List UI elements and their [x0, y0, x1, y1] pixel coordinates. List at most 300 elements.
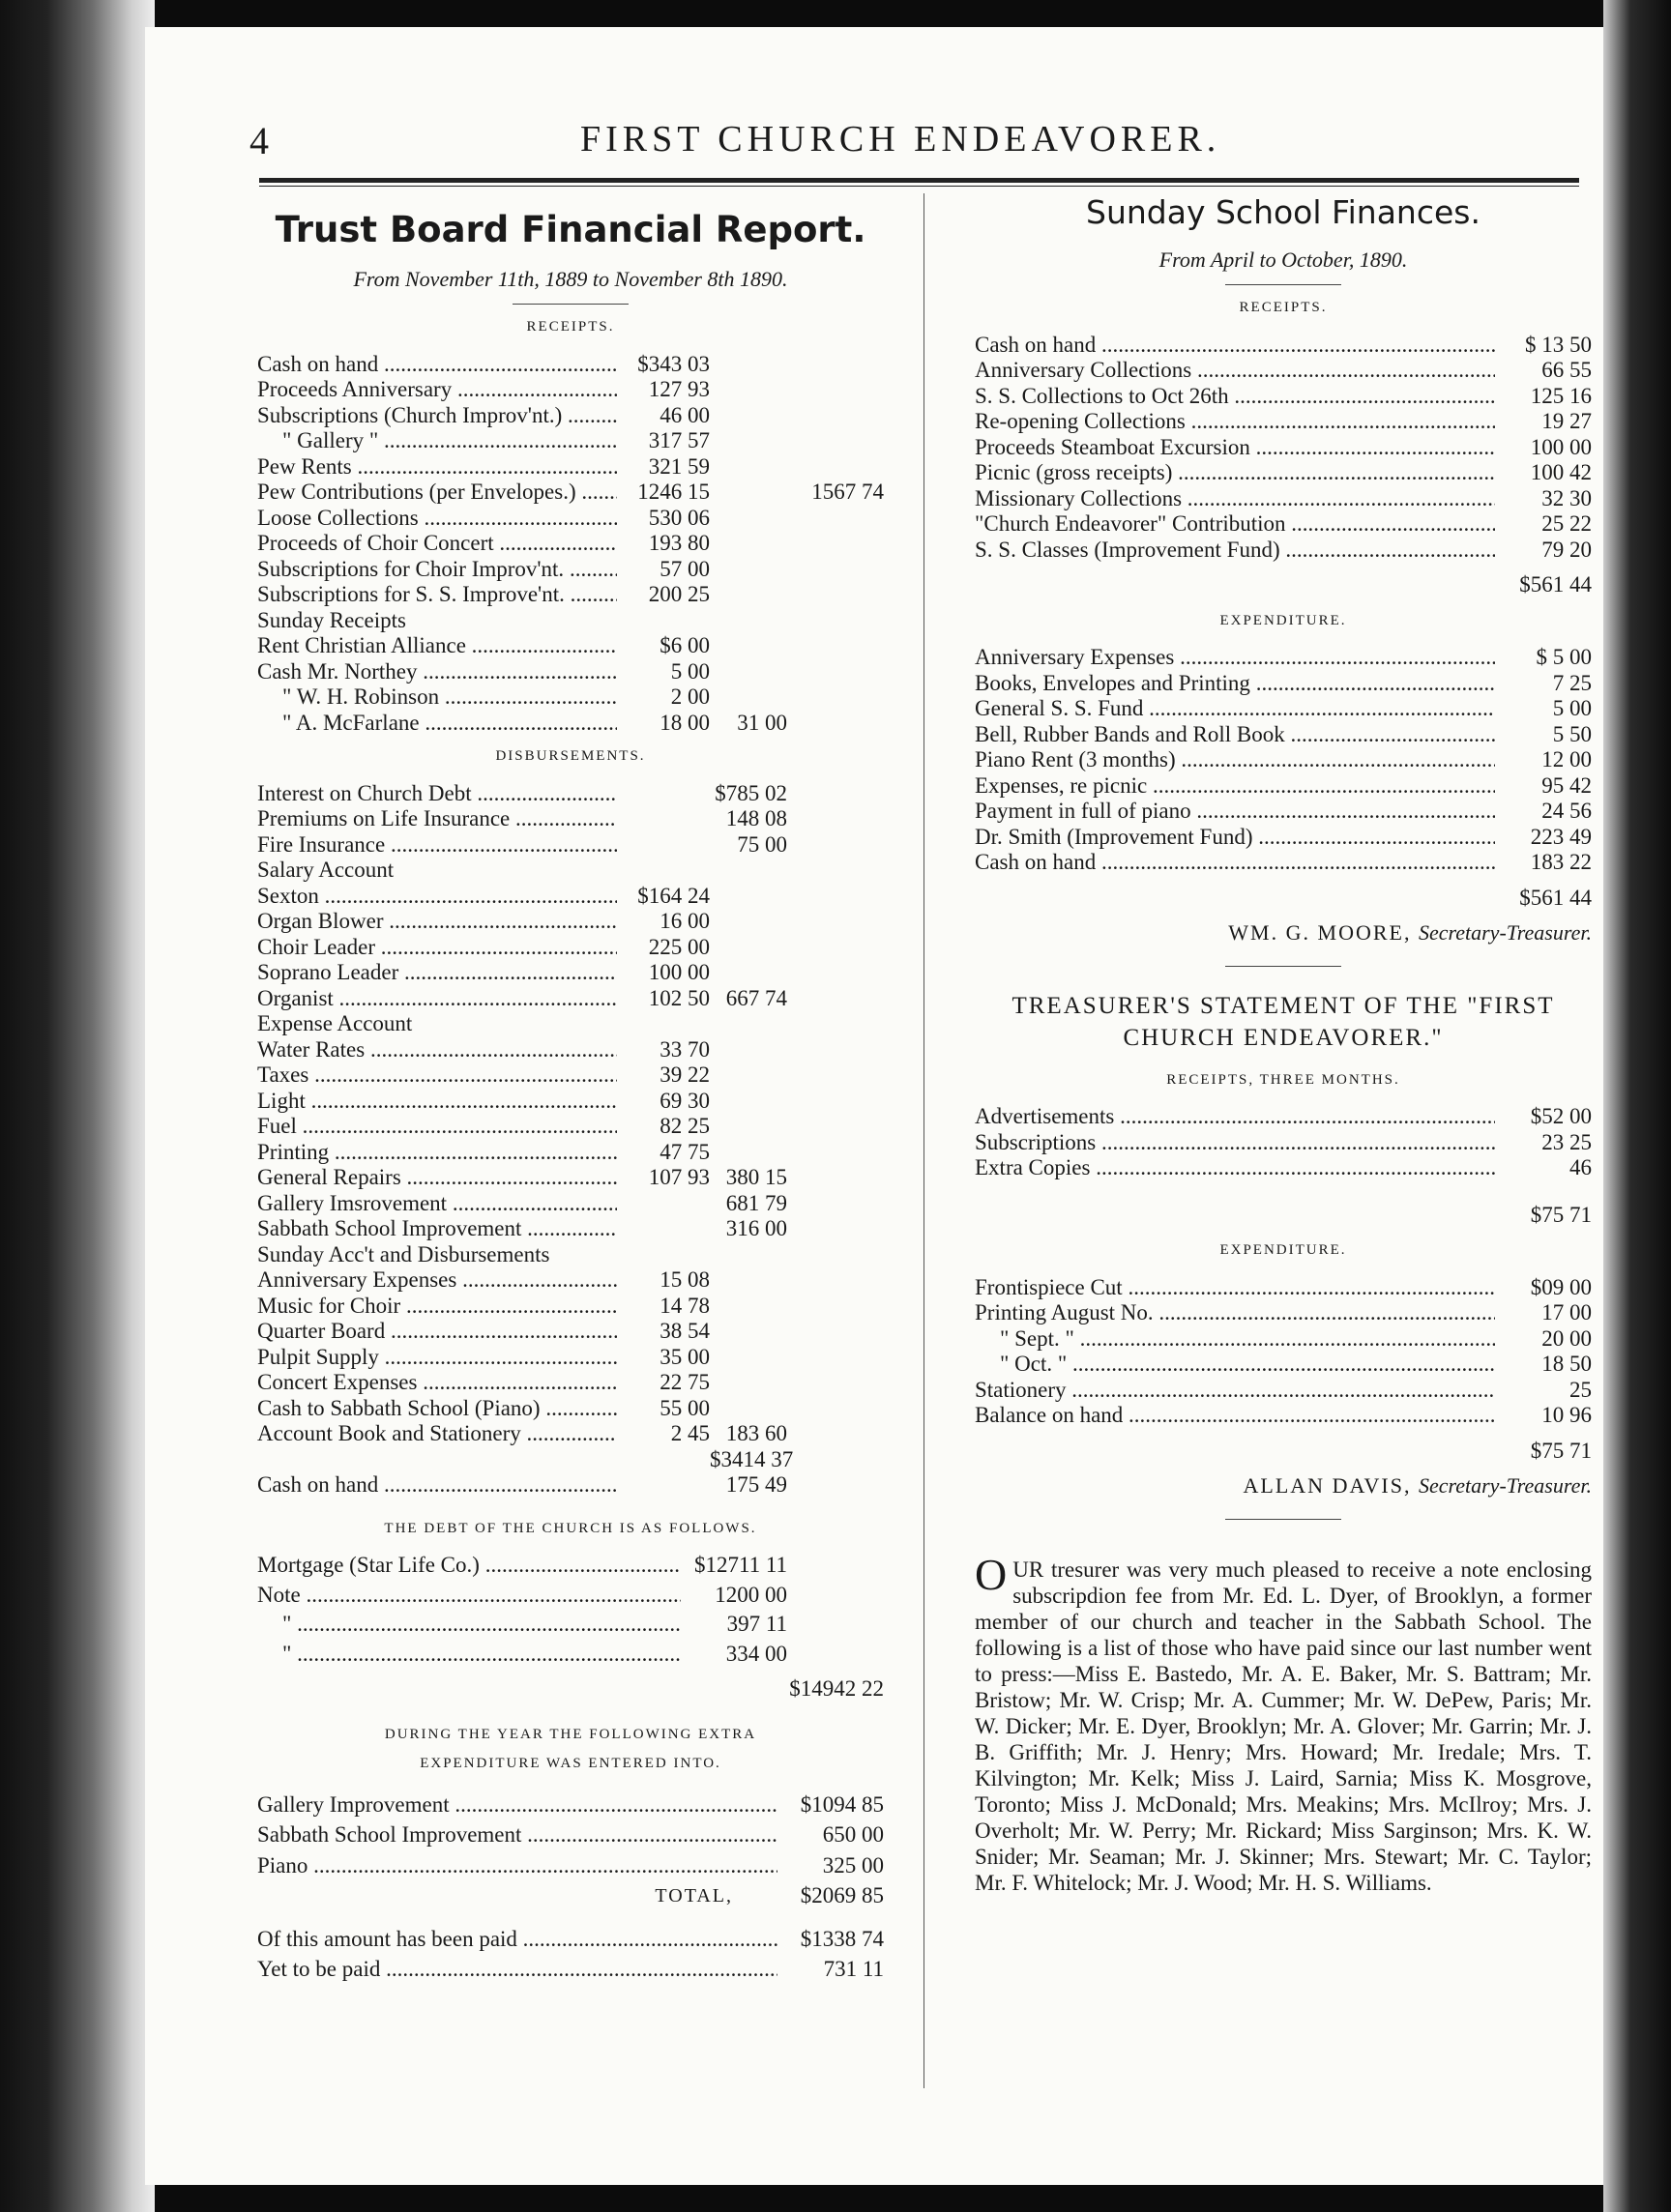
ledger-label: Bell, Rubber Bands and Roll Book ..... — [975, 722, 1495, 748]
ledger-label: Anniversary Expenses ..... — [975, 645, 1495, 671]
ledger-label: Subscriptions for S. S. Improve'nt. ..... — [257, 582, 617, 608]
ledger-amount: 23 25 — [1541, 1129, 1592, 1154]
ledger-subtotal — [710, 428, 787, 454]
ledger-amount: 57 00 — [660, 556, 710, 581]
ledger-label: Yet to be paid ..... — [257, 1957, 777, 1983]
ledger-total — [787, 1011, 884, 1037]
extra-heading-1: DURING THE YEAR THE FOLLOWING EXTRA — [384, 1726, 757, 1742]
ledger-subtotal: 75 00 — [737, 831, 787, 857]
subscribers-text: UR tresurer was very much pleased to receive a note enclosing subscripdion fee from Mr. Ed. L. Dyer, of Brooklyn, a former member of our church and teacher in the Sabbath School. The following is a list of those who have paid since our last number went to press:—Miss E. Bastedo, Mr. A. E. Baker, Mr. S. Battram; Mr. Bristow; Mr. W. Crisp; Mr. A. Cummer; Mr. W. DePew, Paris; Mr. W. Dicker; Mr. E. Dyer, Brooklyn; Mr. A. Glover; Mr. Garrin; Mr. J. B. Griffith; Mr. J. Henry; Mrs. Howard; Mr. Iredale; Mrs. T. Kilvington; Mr. Kelk; Miss J. Laird, Sarnia; Miss K. Mosgrove, Toronto; Miss J. McDonald; Mrs. Meakins; Mrs. McIlroy; Mrs. J. Overholt; Mr. W. Perry; Mr. Rickard; Miss Sarginson; Mrs. K. W. Snider; Mr. Seaman; Mr. J. Skinner; Mrs. Stewart; Mr. C. Taylor; Mr. F. Whitelock; Mr. J. Wood; Mr. H. S. Williams. — [975, 1557, 1592, 1895]
signature-moore-name: WM. G. MOORE, — [1228, 920, 1412, 945]
ss-receipts-heading: RECEIPTS. — [1239, 300, 1328, 315]
ledger-subtotal — [710, 1319, 787, 1345]
ledger-row — [975, 850, 1592, 876]
ledger-row — [975, 409, 1592, 435]
ledger-label: General Repairs ..... — [257, 1165, 617, 1191]
ledger-subtotal — [710, 352, 787, 378]
ledger-total — [787, 506, 884, 532]
ledger-row — [257, 1267, 884, 1294]
ledger-amount: $ 5 00 — [1536, 645, 1592, 669]
ledger-label: S. S. Classes (Improvement Fund) ..... — [975, 538, 1495, 564]
ledger-label: Cash on hand ..... — [975, 850, 1495, 876]
ledger-row — [257, 428, 884, 454]
ledger-label: Re-opening Collections ..... — [975, 409, 1495, 435]
ledger-label: Cash on hand ..... — [975, 333, 1495, 359]
receipts-three-months-heading: RECEIPTS, THREE MONTHS. — [1166, 1071, 1400, 1088]
ledger-row — [257, 608, 884, 634]
ledger-amount: 55 00 — [660, 1395, 710, 1420]
ledger-amount: 69 30 — [660, 1088, 710, 1113]
ledger-row — [257, 1191, 884, 1217]
ledger-label: Proceeds Anniversary ..... — [257, 377, 617, 403]
ss-expenditure-total: $561 44 — [1519, 885, 1592, 910]
extra-total-label: TOTAL, — [655, 1885, 733, 1906]
ledger-row — [257, 1345, 884, 1371]
ledger-amount: 16 00 — [660, 909, 710, 933]
receipts-three-months-list — [975, 1104, 1592, 1181]
ledger-subtotal — [710, 1370, 787, 1396]
endeavorer-expenditure-heading: EXPENDITURE. — [1219, 1242, 1347, 1258]
ledger-amount: 18 50 — [1541, 1352, 1592, 1376]
ledger-subtotal — [710, 506, 787, 532]
ledger-total — [787, 1165, 884, 1191]
ledger-amount: 100 00 — [648, 960, 710, 984]
ledger-row — [257, 711, 884, 737]
ledger-label: Printing ..... — [257, 1140, 617, 1166]
paid-list — [257, 1927, 884, 1983]
ledger-label: Anniversary Collections ..... — [975, 358, 1495, 384]
ledger-label: Proceeds Steamboat Excursion ..... — [975, 435, 1495, 461]
ledger-amount: 321 59 — [648, 453, 710, 479]
ss-receipts-total: $561 44 — [1519, 572, 1592, 597]
ledger-row — [257, 781, 884, 807]
debt-row — [257, 1642, 884, 1668]
ledger-total — [787, 1447, 884, 1473]
ledger-label: Printing August No. ..... — [975, 1300, 1495, 1326]
ledger-subtotal: $785 02 — [715, 780, 787, 805]
ledger-row — [257, 1447, 884, 1473]
ledger-row — [257, 1294, 884, 1320]
ledger-amount: 12 00 — [1541, 747, 1592, 771]
ledger-row — [257, 377, 884, 403]
extra-total-row — [257, 1883, 884, 1909]
debt-heading: THE DEBT OF THE CHURCH IS AS FOLLOWS. — [384, 1520, 757, 1536]
ledger-total — [787, 1114, 884, 1140]
ledger-label: Subscriptions ..... — [975, 1130, 1495, 1156]
ledger-subtotal: 380 15 — [725, 1165, 787, 1189]
ledger-total — [787, 711, 884, 737]
ledger-amount: 25 — [1569, 1377, 1592, 1402]
ledger-amount: 22 75 — [660, 1370, 710, 1394]
ledger-row — [975, 486, 1592, 512]
ledger-amount: 7 25 — [1552, 670, 1592, 695]
endeavorer-expenditure-list — [975, 1275, 1592, 1429]
ledger-amount: 193 80 — [648, 531, 710, 555]
ledger-row — [257, 1927, 884, 1953]
section-rule — [1225, 966, 1341, 967]
endeavorer-expenditure-total: $75 71 — [1530, 1438, 1592, 1463]
ledger-row — [257, 1165, 884, 1191]
ledger-row — [257, 1957, 884, 1983]
ledger-total — [787, 428, 884, 454]
ledger-row — [257, 832, 884, 859]
debt-label: Mortgage (Star Life Co.) ..... — [257, 1553, 681, 1579]
signature-davis-title: Secretary-Treasurer. — [1418, 1473, 1592, 1498]
ledger-total — [787, 684, 884, 711]
ledger-subtotal — [710, 582, 787, 608]
ledger-subtotal — [710, 659, 787, 685]
ledger-row — [257, 1319, 884, 1345]
ledger-amount: 107 93 — [648, 1165, 710, 1189]
header-rule-thin — [259, 186, 1579, 187]
ledger-subtotal — [710, 1089, 787, 1115]
ledger-row — [257, 1140, 884, 1166]
ledger-row — [975, 1403, 1592, 1429]
column-divider — [923, 193, 924, 2088]
ledger-total — [787, 582, 884, 608]
treasurer-heading — [975, 990, 1592, 1054]
ledger-subtotal — [710, 1114, 787, 1140]
sunday-school-finances — [975, 193, 1592, 1896]
ledger-amount: 47 75 — [660, 1139, 710, 1164]
ledger-row — [257, 1037, 884, 1063]
ledger-total — [787, 1140, 884, 1166]
ledger-amount: $164 24 — [637, 883, 710, 908]
ledger-label: Salary Account — [257, 858, 395, 882]
ledger-subtotal — [710, 884, 787, 910]
ledger-amount: 183 22 — [1530, 850, 1592, 874]
ledger-amount: 20 00 — [1541, 1325, 1592, 1351]
ledger-label: Fire Insurance ..... — [257, 832, 617, 859]
ledger-amount — [617, 1191, 710, 1217]
ledger-label: Fuel ..... — [257, 1114, 617, 1140]
ledger-row — [257, 1089, 884, 1115]
ledger-row — [257, 1011, 884, 1037]
ledger-row — [257, 909, 884, 935]
ledger-label: Cash to Sabbath School (Piano) ..... — [257, 1396, 617, 1422]
ledger-row — [257, 1792, 884, 1819]
ledger-label: Loose Collections ..... — [257, 506, 617, 532]
ledger-subtotal — [710, 377, 787, 403]
ledger-row — [975, 645, 1592, 671]
ledger-subtotal — [710, 531, 787, 557]
ledger-amount — [617, 806, 710, 832]
extra-heading-2: EXPENDITURE WAS ENTERED INTO. — [420, 1756, 721, 1771]
ledger-total — [787, 909, 884, 935]
ledger-row — [975, 747, 1592, 773]
treasurer-heading-line-2: CHURCH ENDEAVORER." — [1123, 1024, 1444, 1051]
debt-label: Note ..... — [257, 1583, 681, 1609]
ledger-subtotal — [710, 1294, 787, 1320]
ledger-amount: 79 20 — [1541, 537, 1592, 562]
ledger-label: Choir Leader ..... — [257, 935, 617, 961]
ledger-label: Organist ..... — [257, 986, 617, 1012]
ledger-total — [787, 858, 884, 884]
ledger-label: Extra Copies ..... — [975, 1155, 1495, 1181]
ledger-row — [975, 358, 1592, 384]
ledger-subtotal — [710, 1037, 787, 1063]
ledger-row — [975, 1326, 1592, 1353]
ledger-row — [975, 1275, 1592, 1301]
ledger-subtotal: 316 00 — [725, 1216, 787, 1240]
book-spine — [0, 0, 155, 2212]
ledger-total — [787, 781, 884, 807]
ledger-amount: 19 27 — [1541, 409, 1592, 433]
ledger-total — [787, 832, 884, 859]
ledger-amount: 102 50 — [648, 985, 710, 1010]
ledger-amount: 100 00 — [1530, 434, 1592, 459]
ledger-total — [787, 608, 884, 634]
debt-spacer — [787, 1553, 884, 1579]
ledger-total — [787, 1370, 884, 1396]
ledger-subtotal: 681 79 — [725, 1190, 787, 1215]
ledger-amount: 1246 15 — [637, 480, 710, 504]
ledger-subtotal: 183 60 — [725, 1421, 787, 1445]
ledger-label: Expenses, re picnic ..... — [975, 773, 1495, 800]
ledger-total — [787, 1421, 884, 1447]
ledger-amount — [617, 1242, 710, 1268]
ledger-row — [975, 460, 1592, 486]
ledger-amount: 17 00 — [1541, 1300, 1592, 1324]
ledger-total — [787, 1037, 884, 1063]
ledger-row — [975, 435, 1592, 461]
ledger-subtotal — [710, 480, 787, 506]
receipts-three-months-total: $75 71 — [1530, 1202, 1592, 1227]
debt-amount: $12711 11 — [693, 1553, 787, 1577]
ledger-amount: 15 08 — [660, 1267, 710, 1292]
ledger-row — [257, 986, 884, 1012]
ledger-label: " Sept. " ..... — [975, 1326, 1495, 1353]
ledger-amount: 46 — [1569, 1155, 1592, 1179]
debt-spacer — [787, 1612, 884, 1638]
ledger-row — [975, 1352, 1592, 1378]
ledger-row — [975, 773, 1592, 800]
ledger-amount: 2 00 — [670, 684, 710, 709]
ledger-amount: $52 00 — [1530, 1104, 1592, 1128]
section-rule — [1225, 284, 1341, 285]
treasurer-heading-line-1: TREASURER'S STATEMENT OF THE "FIRST — [1011, 992, 1555, 1019]
ledger-amount: 38 54 — [660, 1319, 710, 1343]
ledger-label — [257, 1447, 617, 1473]
ledger-subtotal — [710, 608, 787, 634]
ledger-amount: 14 78 — [660, 1293, 710, 1318]
ledger-total — [787, 377, 884, 403]
ledger-label: " Oct. " ..... — [975, 1352, 1495, 1378]
debt-amount: 334 00 — [725, 1641, 787, 1666]
ledger-amount: 2 45 — [670, 1421, 710, 1445]
page-number: 4 — [249, 119, 269, 162]
ledger-subtotal — [710, 1396, 787, 1422]
ledger-subtotal: 667 74 — [725, 985, 787, 1010]
signature-davis-name: ALLAN DAVIS, — [1243, 1473, 1412, 1498]
ledger-amount: 650 00 — [822, 1822, 884, 1847]
ledger-subtotal — [710, 1345, 787, 1371]
facing-page-edge — [1603, 0, 1671, 2212]
ledger-amount: 39 22 — [660, 1062, 710, 1087]
ledger-label: Stationery ..... — [975, 1378, 1495, 1404]
ledger-row — [257, 1822, 884, 1848]
ledger-label: Pew Contributions (per Envelopes.) ..... — [257, 480, 617, 506]
ledger-amount: 35 00 — [660, 1344, 710, 1369]
ledger-row — [257, 633, 884, 659]
ledger-amount — [617, 781, 710, 807]
ledger-row — [257, 1242, 884, 1268]
ledger-label: Balance on hand ..... — [975, 1403, 1495, 1429]
ledger-label: Interest on Church Debt ..... — [257, 781, 617, 807]
ledger-row — [257, 403, 884, 429]
debt-row — [257, 1553, 884, 1579]
extra-total-value: $2069 85 — [800, 1883, 884, 1907]
ledger-subtotal — [710, 960, 787, 986]
header-rule — [259, 178, 1579, 183]
ss-expenditure-heading: EXPENDITURE. — [1219, 612, 1347, 628]
ledger-amount: 325 00 — [822, 1852, 884, 1877]
ledger-label: Dr. Smith (Improvement Fund) ..... — [975, 825, 1495, 851]
ledger-row — [257, 1216, 884, 1242]
disbursements-heading: DISBURSEMENTS. — [495, 748, 646, 764]
ledger-label: "Church Endeavorer" Contribution ..... — [975, 511, 1495, 538]
debt-spacer — [787, 1583, 884, 1609]
ledger-row — [257, 1370, 884, 1396]
ledger-amount: 100 42 — [1530, 460, 1592, 484]
ledger-amount: 24 56 — [1541, 799, 1592, 823]
ledger-amount — [617, 858, 710, 884]
ledger-subtotal — [710, 1242, 787, 1268]
ledger-row — [257, 1062, 884, 1089]
ledger-amount — [617, 1447, 710, 1473]
ledger-total — [787, 659, 884, 685]
ledger-label: Proceeds of Choir Concert ..... — [257, 531, 617, 557]
ledger-total — [787, 1294, 884, 1320]
ledger-label: Picnic (gross receipts) ..... — [975, 460, 1495, 486]
ledger-label: Rent Christian Alliance ..... — [257, 633, 617, 659]
ledger-row — [257, 1472, 884, 1499]
debt-spacer — [787, 1642, 884, 1668]
debt-amount: 397 11 — [726, 1612, 787, 1636]
ledger-row — [975, 333, 1592, 359]
ledger-label: Sexton ..... — [257, 884, 617, 910]
debt-label: " ..... — [257, 1612, 681, 1638]
section-rule — [1225, 1519, 1341, 1520]
ledger-amount: 200 25 — [648, 582, 710, 606]
ledger-total — [787, 1089, 884, 1115]
ledger-row — [975, 722, 1592, 748]
ledger-label: Pew Rents ..... — [257, 454, 617, 480]
ledger-label: Piano ..... — [257, 1853, 777, 1879]
ledger-row — [257, 582, 884, 608]
ledger-label: Concert Expenses ..... — [257, 1370, 617, 1396]
ledger-label: Missionary Collections ..... — [975, 486, 1495, 512]
ledger-row — [975, 511, 1592, 538]
ledger-row — [257, 352, 884, 378]
ledger-total — [787, 1345, 884, 1371]
ledger-row — [975, 1104, 1592, 1130]
ledger-subtotal: 148 08 — [725, 806, 787, 830]
ledger-row — [257, 557, 884, 583]
ledger-subtotal — [710, 858, 787, 884]
ledger-label: Subscriptions (Church Improv'nt.) ..... — [257, 403, 617, 429]
ledger-label: S. S. Collections to Oct 26th ..... — [975, 384, 1495, 410]
ledger-total — [787, 884, 884, 910]
ledger-total — [787, 1191, 884, 1217]
ledger-total — [787, 352, 884, 378]
ledger-row — [257, 1421, 884, 1447]
ledger-subtotal — [710, 1267, 787, 1294]
debt-total: $14942 22 — [789, 1676, 884, 1701]
ledger-row — [257, 806, 884, 832]
ledger-amount: $1338 74 — [800, 1926, 884, 1951]
ledger-label: Sunday Receipts — [257, 607, 406, 632]
drop-cap: O — [975, 1549, 1008, 1599]
ledger-amount: $1094 85 — [800, 1791, 884, 1817]
ledger-label: Payment in full of piano ..... — [975, 799, 1495, 825]
ledger-label: Anniversary Expenses ..... — [257, 1267, 617, 1294]
ledger-label: Water Rates ..... — [257, 1037, 617, 1063]
ledger-subtotal — [710, 909, 787, 935]
ledger-label: General S. S. Fund ..... — [975, 696, 1495, 722]
ledger-total — [787, 454, 884, 480]
receipts-list — [257, 352, 884, 737]
ledger-row — [257, 531, 884, 557]
ledger-total — [787, 1242, 884, 1268]
ledger-label: Taxes ..... — [257, 1062, 617, 1089]
ledger-amount — [617, 832, 710, 859]
ledger-total — [787, 960, 884, 986]
ledger-amount: 223 49 — [1530, 824, 1592, 849]
ledger-subtotal — [710, 935, 787, 961]
ledger-label: Piano Rent (3 months) ..... — [975, 747, 1495, 773]
ledger-label: Expense Account — [257, 1011, 413, 1035]
ledger-label: Sunday Acc't and Disbursements — [257, 1241, 550, 1266]
ledger-amount: 32 30 — [1541, 485, 1592, 510]
ledger-total — [787, 1267, 884, 1294]
ledger-row — [257, 884, 884, 910]
ledger-row — [257, 684, 884, 711]
ledger-row — [975, 538, 1592, 564]
ledger-subtotal — [710, 684, 787, 711]
debt-label: " ..... — [257, 1642, 681, 1668]
ledger-subtotal — [710, 557, 787, 583]
ledger-amount: 33 70 — [660, 1036, 710, 1062]
ledger-row — [975, 799, 1592, 825]
ledger-amount: 5 00 — [670, 658, 710, 684]
disbursements-list — [257, 781, 884, 1499]
ledger-amount: 225 00 — [648, 934, 710, 959]
ledger-row — [257, 659, 884, 685]
ledger-label: Quarter Board ..... — [257, 1319, 617, 1345]
sunday-school-date-range: From April to October, 1890. — [1158, 247, 1408, 272]
ledger-row — [975, 825, 1592, 851]
signature-davis — [975, 1473, 1592, 1499]
ledger-row — [257, 960, 884, 986]
ledger-amount — [617, 1216, 710, 1242]
signature-moore — [975, 920, 1592, 946]
ledger-total — [787, 1216, 884, 1242]
ledger-label: Soprano Leader ..... — [257, 960, 617, 986]
debt-amount: 1200 00 — [715, 1582, 787, 1607]
ledger-amount: 46 00 — [660, 402, 710, 427]
running-head: FIRST CHURCH ENDEAVORER. — [580, 119, 1221, 160]
ledger-total — [787, 806, 884, 832]
ledger-label: " W. H. Robinson ..... — [257, 684, 617, 711]
ledger-row — [257, 1114, 884, 1140]
ledger-row — [257, 1396, 884, 1422]
signature-moore-title: Secretary-Treasurer. — [1418, 920, 1592, 945]
ledger-row — [257, 506, 884, 532]
debt-list — [257, 1553, 884, 1667]
ledger-label: Music for Choir ..... — [257, 1294, 617, 1320]
ledger-amount: 125 16 — [1530, 383, 1592, 408]
